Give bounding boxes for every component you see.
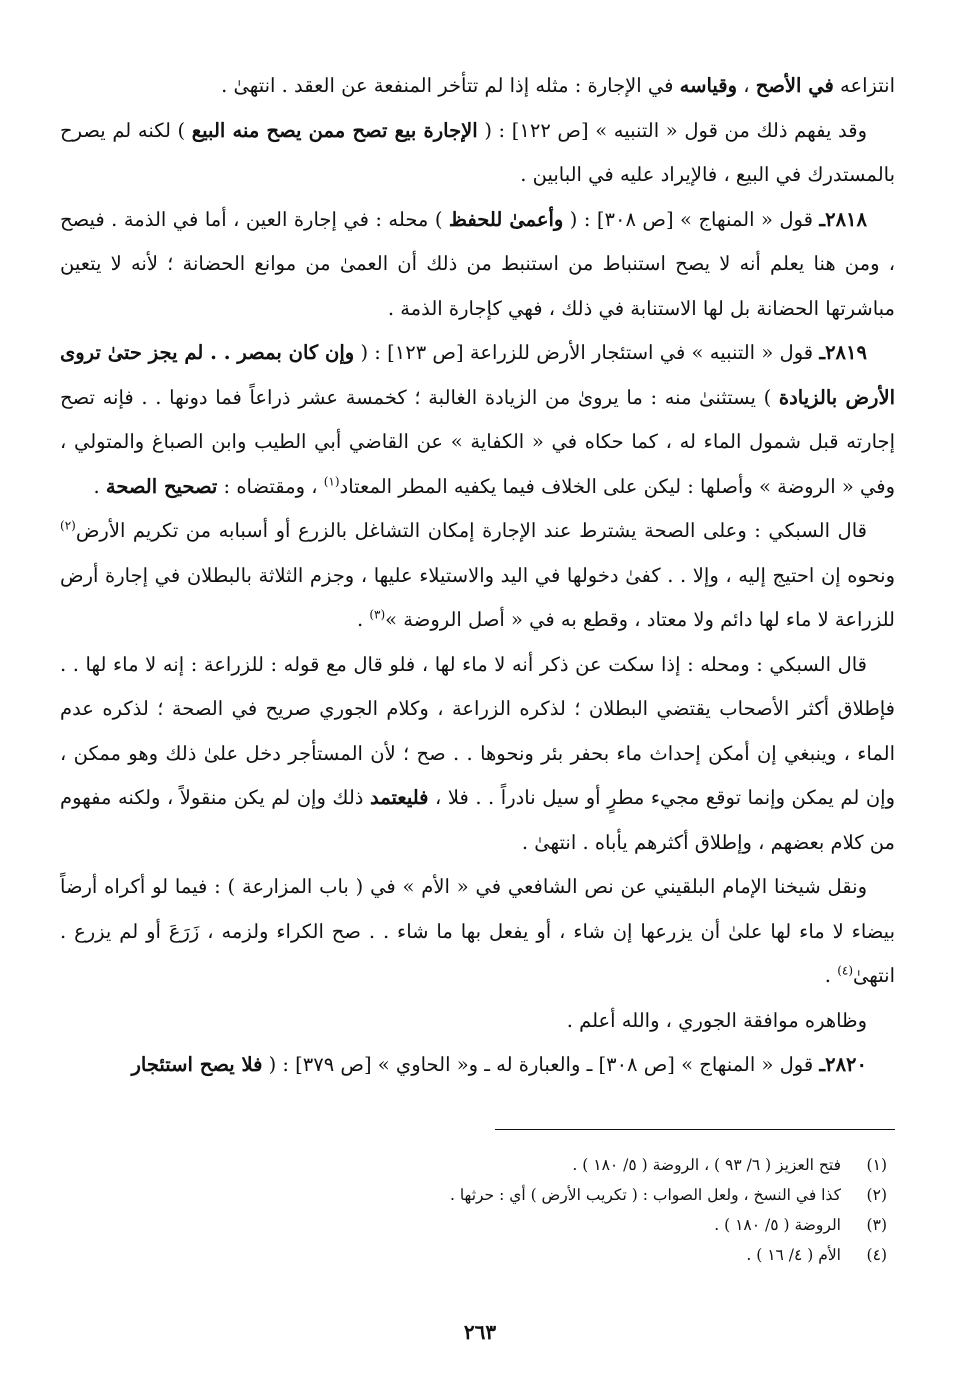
footnote-number: (٢) (866, 1186, 887, 1204)
footnote-number: (٤) (866, 1246, 887, 1264)
footnote-text: الروضة ( ٥/ ١٨٠ ) . (714, 1216, 841, 1234)
footnote-ref[interactable]: (٢) (60, 518, 76, 533)
footnote-item (60, 1210, 895, 1240)
entry-number: ٢٨١٩ـ (819, 341, 867, 364)
footnote-ref[interactable]: (١) (323, 474, 340, 488)
footnote-ref[interactable]: (٣) (369, 607, 386, 622)
footnote-text: فتح العزيز ( ٦/ ٩٣ ) ، الروضة ( ٥/ ١٨٠ ) . (572, 1156, 841, 1174)
footnote-text: الأم ( ٤/ ١٦ ) . (746, 1246, 841, 1264)
page-number: ٢٦٣ (463, 1320, 497, 1344)
paragraph-1: انتزاعه في الأصح ، وقياسه في الإجارة : مثله إذا لم تتأخر المنفعة عن العقد . انتهىٰ . (221, 74, 895, 97)
paragraph-7: ونقل شيخنا الإمام البلقيني عن نص الشافعي في « الأم » في ( باب المزارعة ) : فيما لو أكراه أرضاً بيضاء لا ماء لها علىٰ أن يزرعها إن شاء ، أو يفعل بها ما شاء . . صح الكراء ولزمه ، زَرَعَ أو لم يزرع . انتهىٰ$^{(٤)}$ . (60, 875, 895, 987)
paragraph-4: ٢٨١٩ـ قول « التنبيه » في استئجار الأرض للزراعة [ص ١٢٣] : ( وإن كان بمصر . . لم يجز حتىٰ تروى الأرض بالزيادة ) يستثنىٰ منه : ما يروىٰ من الزيادة الغالبة ؛ كخمسة عشر ذراعاً فما دونها . . فإنه تصح إجارته قبل شمول الماء له ، كما حكاه في « الكفاية » عن القاضي أبي الطيب وابن الصباغ والمتولي ، وفي « الروضة » وأصلها : ليكن على الخلاف فيما يكفيه المطر المعتاد$^{(١)}$ ، ومقتضاه : تصحيح الصحة . (60, 341, 895, 498)
footnote-item (60, 1240, 895, 1270)
footnote-ref[interactable]: (٤) (837, 963, 854, 978)
paragraph-9: ٢٨٢٠ـ قول « المنهاج » [ص ٣٠٨] ـ والعبارة له ـ و« الحاوي » [ص ٣٧٩] : ( فلا يصح استئجار (131, 1053, 867, 1076)
paragraph-2: وقد يفهم ذلك من قول « التنبيه » [ص ١٢٢] : ( الإجارة بيع تصح ممن يصح منه البيع ) لكنه لم يصرح بالمستدرك في البيع ، فالإيراد عليه في البابين . (60, 118, 895, 186)
main-text (60, 64, 895, 1088)
footnote-item (60, 1180, 895, 1210)
footnotes (60, 1150, 895, 1270)
footnote-separator (495, 1129, 895, 1130)
paragraph-6: قال السبكي : ومحله : إذا سكت عن ذكر أنه لا ماء لها ، فلو قال مع قوله : للزراعة : إنه لا ماء لها . . فإطلاق أكثر الأصحاب يقتضي البطلان ؛ لذكره الزراعة ، وكلام الجوري صريح في الصحة ؛ لذكره عدم الماء ، وينبغي إن أمكن إحداث ماء بحفر بئر ونحوها . . صح ؛ لأن المستأجر دخل علىٰ ذلك وهو ممكن ، وإن لم يمكن وإنما توقع مجيء مطرٍ أو سيل نادراً . . فلا ، فليعتمد ذلك وإن لم يكن منقولاً ، ولكنه مفهوم من كلام بعضهم ، وإطلاق أكثرهم يأباه . انتهىٰ . (60, 652, 895, 854)
paragraph-3: ٢٨١٨ـ قول « المنهاج » [ص ٣٠٨] : ( وأعمىٰ للحفظ ) محله : في إجارة العين ، أما في الذمة . فيصح ، ومن هنا يعلم أنه لا يصح استنباط من استنبط من ذلك أن العمىٰ من موانع الحضانة ؛ لأنه لا يتعين مباشرتها الحضانة بل لها الاستنابة في ذلك ، فهي كإجارة الذمة . (60, 207, 895, 320)
footnote-item (60, 1150, 895, 1180)
paragraph-5: قال السبكي : وعلى الصحة يشترط عند الإجارة إمكان التشاغل بالزرع أو أسبابه من تكريم الأرض$^{(٢)}$ ونحوه إن احتيج إليه ، وإلا . . كفىٰ دخولها في اليد والاستيلاء عليها ، وجزم الثلاثة بالبطلان في إجارة أرض للزراعة لا ماء لها دائم ولا معتاد ، وقطع به في « أصل الروضة »$^{(٣)}$ . (60, 518, 895, 631)
footnote-number: (١) (866, 1156, 887, 1174)
entry-number: ٢٨٢٠ـ (819, 1053, 867, 1076)
entry-number: ٢٨١٨ـ (819, 207, 867, 231)
footnote-text: كذا في النسخ ، ولعل الصواب : ( تكريب الأرض ) أي : حرثها . (449, 1186, 841, 1204)
footnote-number: (٣) (866, 1216, 887, 1234)
paragraph-8: وظاهره موافقة الجوري ، والله أعلم . (566, 1008, 867, 1032)
